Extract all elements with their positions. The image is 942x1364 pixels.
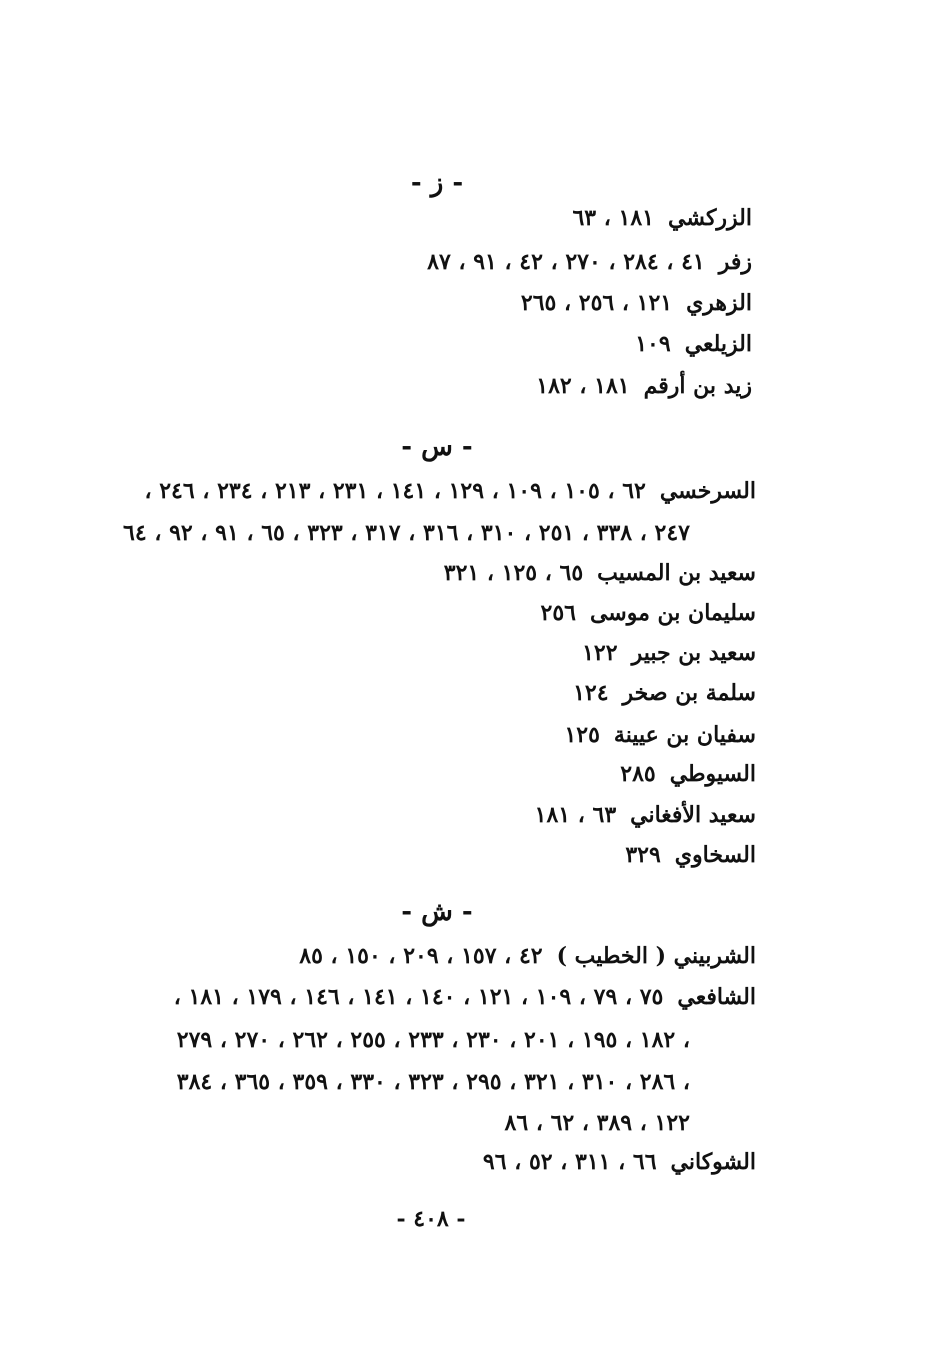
- index-entry: [620, 759, 756, 789]
- entry-refs: ١٨١ ، ١٨٢: [536, 373, 630, 399]
- entry-refs: ٧٥ ، ٧٩ ، ١٠٩ ، ١٢١ ، ١٤٠ ، ١٤١ ، ١٤٦ ، ١٧٩ ، ١٨١ ،: [173, 984, 664, 1010]
- entry-refs: ١٠٩: [635, 331, 671, 357]
- entry-name: سعيد بن المسيب: [597, 560, 756, 586]
- entry-refs: ١٢٢ ، ٣٨٩ ، ٦٢ ، ٨٦: [504, 1110, 690, 1136]
- entry-refs: ١٢٢: [582, 640, 618, 666]
- index-entry: [635, 329, 752, 359]
- entry-name: السخاوي: [674, 842, 756, 868]
- entry-refs: ٢٥٦: [540, 600, 576, 626]
- entry-refs: ٦٦ ، ٣١١ ، ٥٢ ، ٩٦: [482, 1149, 657, 1175]
- entry-name: الزركشي: [667, 205, 752, 231]
- section-header-sin: - س -: [401, 432, 473, 462]
- entry-name: الشافعي: [677, 984, 756, 1010]
- entry-refs: ٦٢ ، ١٠٥ ، ١٠٩ ، ١٢٩ ، ١٤١ ، ٢٣١ ، ٢١٣ ، ٢٣٤ ، ٢٤٦ ،: [144, 478, 646, 504]
- entry-name: سلمة بن صخر: [622, 680, 756, 706]
- entry-name: السيوطي: [669, 761, 756, 787]
- section-header-zay: - ز -: [410, 168, 464, 198]
- entry-name: الشوكاني: [670, 1149, 756, 1175]
- index-entry: [521, 288, 752, 318]
- entry-name: الشربيني ( الخطيب ): [556, 943, 756, 969]
- entry-refs: ١٨١ ، ٦٣: [572, 205, 654, 231]
- entry-name: السرخسي: [659, 478, 756, 504]
- entry-refs: ٦٣ ، ١٨١: [534, 802, 617, 828]
- entry-refs: ٤١ ، ٢٨٤ ، ٢٧٠ ، ٤٢ ، ٩١ ، ٨٧: [427, 249, 705, 275]
- index-entry: [541, 598, 757, 628]
- entry-refs: ٤٢ ، ١٥٧ ، ٢٠٩ ، ١٥٠ ، ٨٥: [299, 943, 543, 969]
- index-entry-continuation: [177, 1067, 690, 1097]
- index-entry-continuation: [177, 1025, 690, 1055]
- entry-refs: ٢٨٦ ، ٣١٠ ، ٣٢١ ، ٢٩٥ ، ٣٢٣ ، ٣٣٠ ، ٣٥٩ ، ٣٦٥ ، ٣٨٤ ،: [176, 1069, 690, 1095]
- index-entry: [536, 371, 752, 401]
- entry-name: الزيلعي: [684, 331, 752, 357]
- entry-name: سعيد بن جبير: [631, 640, 756, 666]
- entry-name: سعيد الأفغاني: [630, 802, 756, 828]
- entry-refs: ٢٤٧ ، ٣٣٨ ، ٢٥١ ، ٣١٠ ، ٣١٦ ، ٣١٧ ، ٣٢٣ ، ٦٥ ، ٩١ ، ٩٢ ، ٦٤: [123, 520, 690, 546]
- index-entry: [174, 982, 756, 1012]
- index-entry: [564, 720, 756, 750]
- entry-refs: ٣٢٩: [625, 842, 661, 868]
- index-entry: [144, 476, 756, 506]
- entry-refs: ١٢٥: [564, 722, 600, 748]
- index-entry: [625, 840, 756, 870]
- entry-refs: ١٢١ ، ٢٥٦ ، ٢٦٥: [520, 290, 673, 316]
- index-entry-continuation: [123, 518, 690, 548]
- entry-refs: ١٢٤: [573, 680, 609, 706]
- entry-name: سفيان بن عيينة: [613, 722, 756, 748]
- entry-name: سليمان بن موسى: [589, 600, 756, 626]
- index-entry: [573, 678, 756, 708]
- index-entry-continuation: [505, 1108, 690, 1138]
- index-entry: [299, 941, 756, 971]
- entry-name: الزهري: [686, 290, 752, 316]
- section-header-shin: - ش -: [401, 897, 473, 927]
- entry-refs: ١٨٢ ، ١٩٥ ، ٢٠١ ، ٢٣٠ ، ٢٣٣ ، ٢٥٥ ، ٢٦٢ ، ٢٧٠ ، ٢٧٩ ،: [176, 1027, 690, 1053]
- index-entry: [572, 203, 752, 233]
- index-entry: [535, 800, 756, 830]
- entry-name: زيد بن أرقم: [643, 373, 752, 399]
- index-entry: [483, 1147, 756, 1177]
- entry-refs: ٢٨٥: [620, 761, 656, 787]
- index-entry: [582, 638, 756, 668]
- entry-name: زفر: [718, 249, 752, 275]
- index-entry: [427, 247, 752, 277]
- entry-refs: ٦٥ ، ١٢٥ ، ٣٢١: [443, 560, 584, 586]
- index-entry: [444, 558, 756, 588]
- page-number: - ٤٠٨ -: [396, 1206, 466, 1232]
